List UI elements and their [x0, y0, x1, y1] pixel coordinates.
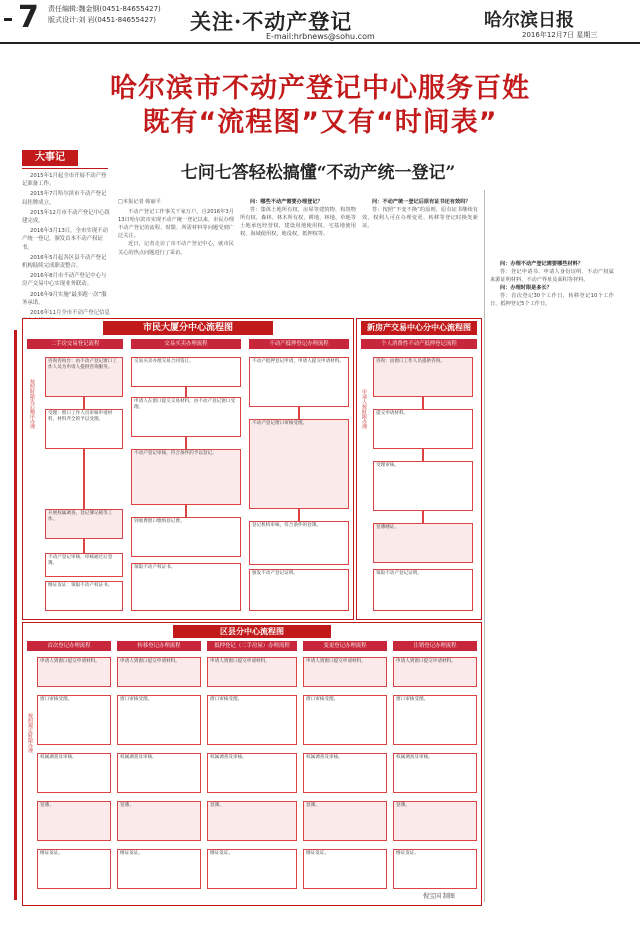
article-col-1 [118, 198, 234, 257]
event-item: 2016年8月市不动产登记中心与房产交易中心实现业务联动。 [22, 273, 107, 288]
flow-arrow [185, 437, 187, 449]
article-title: 七问七答轻松搞懂“不动产统一登记” [180, 163, 456, 183]
flow-step: 窗口审核受理。 [303, 695, 387, 745]
flowchart-title: 新房产交易中心分中心流程图 [361, 321, 477, 335]
flow-step: 咨询：由窗口工作人员提供咨询。 [373, 357, 473, 397]
editor-line: 责任编辑:魏金钢(0451-84655427) [48, 5, 161, 13]
event-item: 2015年1月起全市开展不动产登记准备工作。 [22, 173, 107, 188]
flow-step: 开展权属调查、登记簿记载等工作。 [45, 509, 123, 539]
flow-step: 权属调查及审核。 [117, 753, 201, 793]
lane-header: 个人消费性不动产抵押登记流程 [361, 339, 477, 349]
flow-arrow [83, 449, 85, 509]
flow-step: 缮证发证。 [117, 849, 201, 889]
flow-step: 窗口审核受理。 [117, 695, 201, 745]
flow-step: 登记机构审核，符合条件的登簿。 [249, 521, 349, 565]
flow-step: 提交申请材料。 [373, 409, 473, 449]
flow-step: 登簿。 [207, 801, 297, 841]
flow-step: 领取不动产登记证明。 [373, 569, 473, 611]
page-header [0, 0, 640, 42]
lane-header: 变更登记办理流程 [303, 641, 387, 651]
big-events-tag: 大事记 [22, 150, 78, 166]
flow-arrow [185, 505, 187, 517]
byline: □本报记者 韩丽平 [118, 199, 161, 205]
answer: 答：集体土地所有权，房屋等建筑物、构筑物所有权，森林、林木所有权，耕地、林地、草地等土地承包经营权，建设用地使用权，宅基地使用权，海域使用权，地役权，抵押权等。 [240, 207, 356, 238]
flow-step: 申请人到窗口提交申请材料。 [303, 657, 387, 687]
flowchart-title: 市民大厦分中心流程图 [103, 321, 273, 335]
answer: 答：首次登记30个工作日，转移登记10个工作日，抵押登记5个工作日。 [490, 293, 614, 308]
flow-step: 不动产登记窗口审核受理。 [249, 419, 349, 509]
flow-step: 申请人到窗口提交申请材料。 [37, 657, 111, 687]
flow-step: 权属调查及审核。 [393, 753, 477, 793]
flow-arrow [83, 397, 85, 409]
event-item: 2015年12月市不动产登记中心组建完成。 [22, 209, 110, 225]
question: 问：办理不动产登记需要哪些材料？ [500, 261, 584, 267]
side-label: 按照时限先后顺序办理 [29, 379, 35, 429]
flow-arrow [83, 539, 85, 553]
headline-line1: 哈尔滨市不动产登记中心服务百姓 [110, 73, 530, 104]
flow-step: 申请人到窗口提交申请材料。 [207, 657, 297, 687]
question: 问：哪些不动产需要办理登记？ [250, 199, 323, 205]
flow-step: 登簿。 [303, 801, 387, 841]
flowchart-new-housing-center [356, 318, 482, 620]
flow-step: 咨询咨询台：由不动产登记窗口工作人员为申请人提供咨询服务。 [45, 357, 123, 397]
flow-step: 不动产登记审核，审核通过后登簿。 [45, 553, 123, 577]
big-events-rule [22, 168, 108, 169]
flowchart-citizen-center [22, 318, 354, 620]
lane-header: 首次登记办理流程 [27, 641, 111, 651]
lane-header: 不动产抵押登记办理流程 [249, 339, 349, 349]
flow-step: 缮证发证：领取不动产权证书。 [45, 581, 123, 611]
flow-step: 窗口审核受理。 [393, 695, 477, 745]
flow-arrow [422, 397, 424, 409]
flow-step: 缮证发证。 [393, 849, 477, 889]
flow-arrow [298, 407, 300, 419]
editor-info [48, 4, 161, 26]
section-title: 关注·不动产登记 [190, 9, 353, 34]
timeline-bar [14, 330, 17, 900]
question: 问：办理时限是多长？ [500, 285, 552, 292]
flow-arrow [298, 509, 300, 521]
flow-step: 权属调查及审核。 [207, 753, 297, 793]
flowchart-district-center [22, 622, 482, 906]
big-events-list [22, 172, 110, 327]
lane-header: 交易买卖办理流程 [131, 339, 241, 349]
event-item: 2016年3月13日，全市实现不动产统一登记，颁发首本不动产权证书。 [22, 228, 108, 251]
lane-header: 转移登记办理流程 [117, 641, 201, 651]
flow-arrow [422, 511, 424, 523]
flow-arrow [185, 387, 187, 397]
flow-step: 窗口审核受理。 [37, 695, 111, 745]
article-col-4 [490, 260, 614, 309]
flow-step: 缮证发证。 [303, 849, 387, 889]
column-rule [484, 190, 485, 902]
paragraph: 不动产登记工作事关千家万户。自2016年3月13日哈尔滨市实现不动产统一登记以来，市民办理不动产登记的流程、时限、所需材料等问题受到广泛关注。 [118, 209, 234, 240]
lane-header: 抵押登记（二手房屋）办理流程 [207, 641, 297, 651]
paper-name: 哈尔滨日报 [484, 10, 574, 31]
flow-arrow [422, 449, 424, 461]
flow-step: 登簿。 [393, 801, 477, 841]
event-item: 2016年9月实施“最多跑一次”服务承诺。 [22, 291, 107, 306]
side-label: 申请人按时限办理 [361, 389, 367, 429]
section-email: E-mail:hrbnews@sohu.com [266, 32, 375, 41]
side-label: 按照规定时限办理 [27, 713, 33, 753]
flowchart-title: 区县分中心流程图 [173, 625, 331, 638]
headline-line2: 既有“流程图”又有“时间表” [142, 107, 498, 138]
flow-step: 登簿缮证。 [373, 523, 473, 563]
event-item: 2016年11月全市不动产登记信息 [30, 310, 110, 317]
flow-step: 申请人在窗口提交交易材料，由不动产登记窗口受理。 [131, 397, 241, 437]
flow-step: 缮证发证。 [37, 849, 111, 889]
flow-step: 窗口审核受理。 [207, 695, 297, 745]
answer: 答：按照“不变不换”的原则，原有证书继续有效，权利人可在办理变更、转移等登记时换发新证。 [362, 207, 478, 230]
flow-step: 不动产抵押登记申请，申请人提交申请材料。 [249, 357, 349, 407]
flow-step: 登簿。 [37, 801, 111, 841]
flow-step: 领取不动产权证书。 [131, 563, 241, 611]
flow-step: 颁发不动产登记证明。 [249, 569, 349, 611]
flow-step: 申请人到窗口提交申请材料。 [117, 657, 201, 687]
paragraph: 近日，记者走访了市不动产登记中心，就市民关心的热点问题进行了采访。 [118, 241, 234, 256]
question: 问：不动产统一登记后原有证书还有效吗？ [372, 199, 471, 205]
flow-step: 权属调查及审核。 [37, 753, 111, 793]
article-col-3 [362, 198, 478, 230]
flow-step: 受理：窗口工作人员审核申请材料，材料齐全的予以受理。 [45, 409, 123, 449]
article-col-2 [240, 198, 356, 238]
answer: 答：登记申请书、申请人身份证明、不动产权属来源证明材料、不动产界址及面积等材料。 [490, 269, 614, 284]
page-number: 7 [0, 2, 46, 36]
flow-step: 受理审核。 [373, 461, 473, 511]
event-item: 2015年7月哈尔滨市不动产登记局挂牌成立。 [22, 191, 107, 206]
designer-line: 版式设计:刘 岩(0451-84655427) [48, 16, 157, 24]
flow-step: 申请人到窗口提交申请材料。 [393, 657, 477, 687]
flow-step: 缮证发证。 [207, 849, 297, 889]
flow-step: 登簿。 [117, 801, 201, 841]
graphic-credit: 倪宝国 制图 [423, 893, 455, 900]
flow-step: 不动产登记审核，符合条件的予以登记。 [131, 449, 241, 505]
header-rule [0, 42, 640, 44]
flow-step: 到收费窗口缴纳登记费。 [131, 517, 241, 557]
issue-date: 2016年12月7日 星期三 [522, 31, 598, 39]
flow-step: 交易买卖办理交易合同签订。 [131, 357, 241, 387]
lane-header: 二手房交易登记流程 [27, 339, 123, 349]
flow-step: 权属调查及审核。 [303, 753, 387, 793]
lane-header: 注销登记办理流程 [393, 641, 477, 651]
event-item: 2016年5月起各区县不动产登记机构陆续完成职责整合。 [22, 254, 107, 270]
